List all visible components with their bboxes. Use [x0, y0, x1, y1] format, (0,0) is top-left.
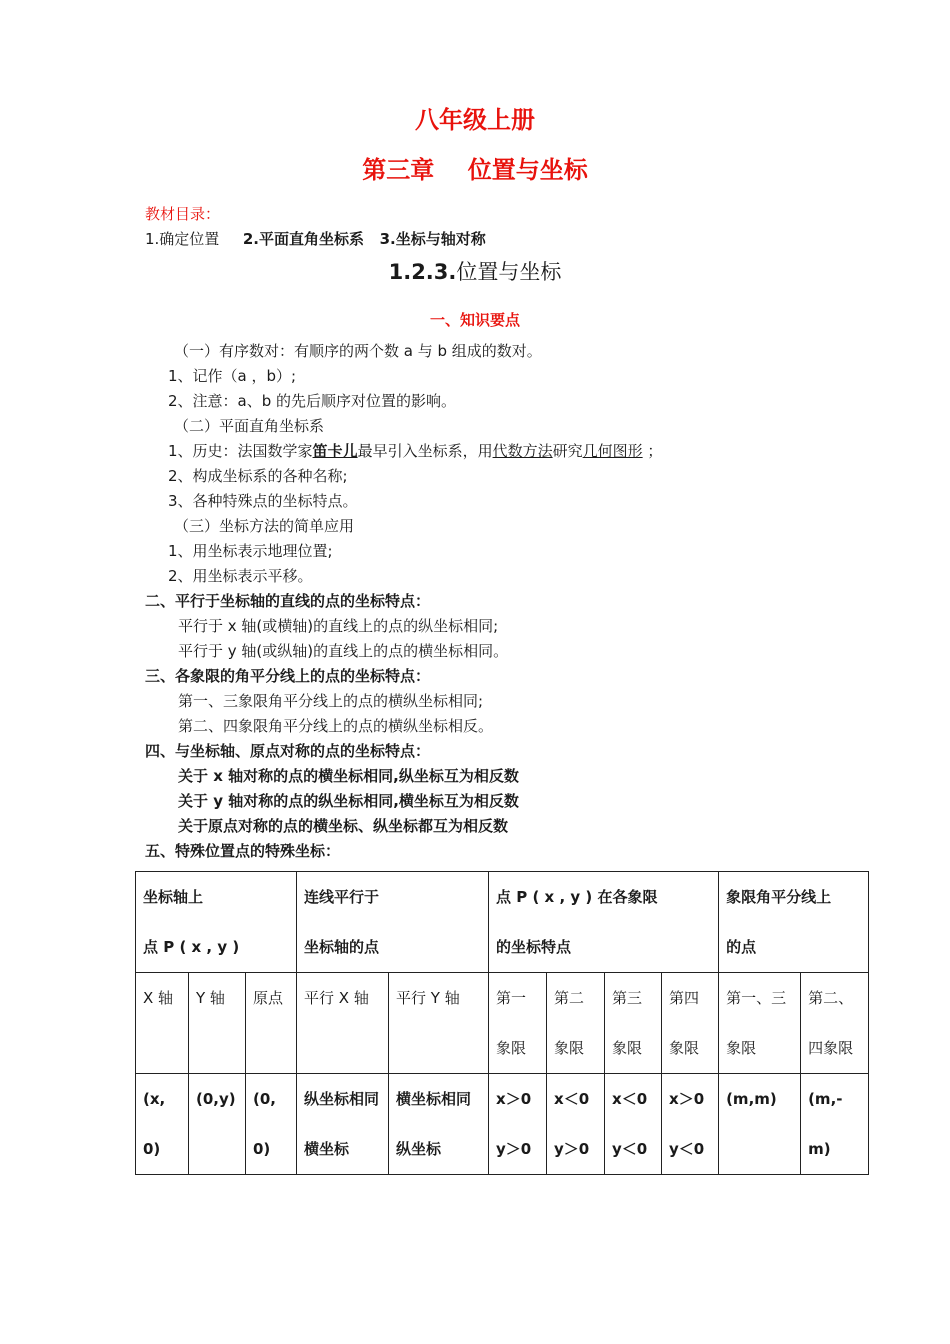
point-names: 2、构成坐标系的各种名称;: [168, 467, 348, 485]
table-cell: 原点: [246, 973, 297, 1074]
toc-label: 教材目录：: [145, 205, 221, 223]
point-special-points: 3、各种特殊点的坐标特点。: [168, 492, 358, 510]
table-cell: x＜0 y＞0: [547, 1074, 605, 1175]
table-subheader-row: [136, 973, 869, 1074]
special-coordinates-table: [135, 871, 869, 1175]
symmetry-y: 关于 y 轴对称的点的纵坐标相同,横坐标互为相反数: [178, 792, 519, 810]
table-cell: (x,0): [136, 1074, 189, 1175]
heading-bisector: 三、各象限的角平分线上的点的坐标特点：: [145, 667, 431, 685]
table-cell: (m,m): [719, 1074, 801, 1175]
point-applications: （三）坐标方法的简单应用: [174, 517, 355, 535]
table-cell: 第三象限: [605, 973, 662, 1074]
section-title: [0, 256, 950, 286]
history-text-2: 最早引入坐标系，用: [357, 442, 493, 460]
symmetry-x: 关于 x 轴对称的点的横坐标相同,纵坐标互为相反数: [178, 767, 519, 785]
header-axis-points: 坐标轴上 点 P ( x , y ): [136, 872, 297, 973]
table-cell: 平行 Y 轴: [389, 973, 489, 1074]
point-translation: 2、用坐标表示平移。: [168, 567, 313, 585]
table-cell: Y 轴: [189, 973, 246, 1074]
table-cell: x＞0 y＜0: [662, 1074, 719, 1175]
header-parallel-points: 连线平行于 坐标轴的点: [297, 872, 489, 973]
toc-item-3: 3.坐标与轴对称: [379, 230, 486, 248]
bisector-1-3: 第一、三象限角平分线上的点的横纵坐标相同;: [178, 692, 484, 710]
table-cell: X 轴: [136, 973, 189, 1074]
parallel-x: 平行于 x 轴(或横轴)的直线上的点的纵坐标相同;: [178, 617, 499, 635]
table-values-row: [136, 1074, 869, 1175]
table-cell: (0,y): [189, 1074, 246, 1175]
heading-special: 五、特殊位置点的特殊坐标：: [145, 842, 341, 860]
history-text-1: 1、历史：法国数学家: [168, 442, 313, 460]
table-cell: 第一、三象限: [719, 973, 801, 1074]
grade-title: 八年级上册: [415, 106, 535, 134]
heading-symmetry: 四、与坐标轴、原点对称的点的坐标特点：: [145, 742, 431, 760]
table-cell: 第二象限: [547, 973, 605, 1074]
parallel-y: 平行于 y 轴(或纵轴)的直线上的点的横坐标相同。: [178, 642, 509, 660]
header-quadrant-features: 点 P ( x , y ) 在各象限 的坐标特点: [489, 872, 719, 973]
table-cell: 第四象限: [662, 973, 719, 1074]
section-subtitle: 一、知识要点: [429, 311, 520, 329]
table-header-row: [136, 872, 869, 973]
table-cell: x＞0 y＞0: [489, 1074, 547, 1175]
section-title-text: 位置与坐标: [456, 260, 562, 284]
algebra-method: 代数方法: [492, 442, 553, 460]
chapter-title: 第三章 位置与坐标: [362, 156, 588, 184]
table-cell: 第二、四象限: [801, 973, 869, 1074]
table-cell: 横坐标相同纵坐标: [389, 1074, 489, 1175]
point-geo-location: 1、用坐标表示地理位置;: [168, 542, 333, 560]
toc-item-1: 1.确定位置: [145, 230, 220, 248]
symmetry-origin: 关于原点对称的点的横坐标、纵坐标都互为相反数: [178, 817, 509, 835]
table-cell: (0,0): [246, 1074, 297, 1175]
point-notation: 1、记作（a ，b）;: [168, 367, 297, 385]
table-cell: x＜0 y＜0: [605, 1074, 662, 1175]
heading-parallel: 二、平行于坐标轴的直线的点的坐标特点：: [145, 592, 431, 610]
point-coordinate-system: （二）平面直角坐标系: [174, 417, 325, 435]
descartes-link: 笛卡儿: [312, 442, 358, 460]
table-cell: 平行 X 轴: [297, 973, 389, 1074]
table-cell: 纵坐标相同横坐标: [297, 1074, 389, 1175]
section-title-number: 1.2.3.: [388, 260, 457, 284]
table-cell: 第一象限: [489, 973, 547, 1074]
bisector-2-4: 第二、四象限角平分线上的点的横纵坐标相反。: [178, 717, 494, 735]
table-cell: (m,-m): [801, 1074, 869, 1175]
point-history: [168, 440, 662, 461]
toc-item-2: 2.平面直角坐标系: [242, 230, 365, 248]
point-order-note: 2、注意：a、b 的先后顺序对位置的影响。: [168, 392, 457, 410]
history-text-4: ；: [642, 442, 663, 460]
geometry-figure: 几何图形: [582, 442, 643, 460]
point-ordered-pair: （一）有序数对：有顺序的两个数 a 与 b 组成的数对。: [174, 342, 542, 360]
header-bisector-points: 象限角平分线上 的点: [719, 872, 869, 973]
history-text-3: 研究: [552, 442, 583, 460]
toc-items: [145, 228, 486, 249]
